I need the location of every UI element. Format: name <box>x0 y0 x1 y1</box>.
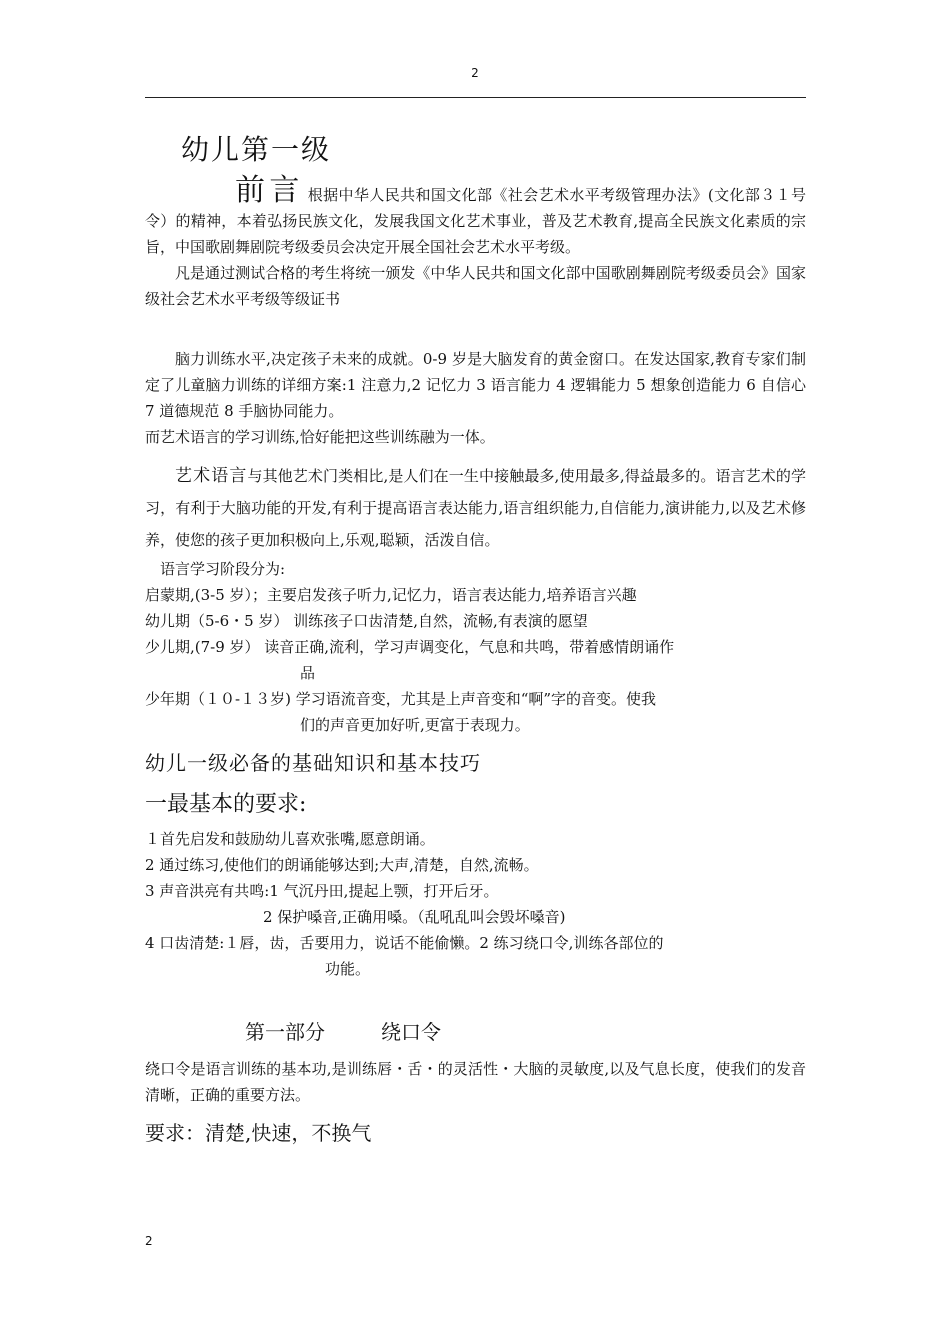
preface-paragraph-2: 凡是通过测试合格的考生将统一颁发《中华人民共和国文化部中国歌剧舞剧院考级委员会》国家级社会艺术水平考级等级证书 <box>145 264 806 308</box>
requirement-item: 2 通过练习,使他们的朗诵能够达到;大声,清楚，自然,流畅。 <box>145 856 539 874</box>
brain-summary: 而艺术语言的学习训练,恰好能把这些训练融为一体。 <box>145 428 495 446</box>
header-divider <box>145 97 806 98</box>
requirement-subitem: 2 保护嗓音,正确用嗓。（乱吼乱叫会毁坏嗓音) <box>263 908 566 926</box>
requirement-item: 4 口齿清楚:１唇，齿，舌要用力，说话不能偷懒。2 练习绕口令,训练各部位的 <box>145 934 664 952</box>
preface-paragraph-1 <box>145 173 806 260</box>
footer-page-number: 2 <box>145 1234 153 1248</box>
preface-p1-first: 根据中华人民共和国文化部《社会艺术水平考级管理 <box>307 186 662 204</box>
requirement-item-continuation: 功能。 <box>325 960 371 978</box>
stage-item: 少儿期,(7-9 岁） 读音正确,流利，学习声调变化，气息和共鸣，带着感情朗诵作 <box>145 638 675 656</box>
requirement-item: １首先启发和鼓励幼儿喜欢张嘴,愿意朗诵。 <box>145 830 435 848</box>
preface-title: 前言 <box>235 173 304 208</box>
basics-title: 幼儿一级必备的基础知识和基本技巧 <box>145 751 481 775</box>
requirements-title: 一最基本的要求: <box>145 792 307 817</box>
requirement-item: 3 声音洪亮有共鸣:1 气沉丹田,提起上颚，打开后牙。 <box>145 882 499 900</box>
art-language-first: 与其他艺术门类相比,是人们在一生中接触最多,使用最多,得益 <box>247 467 655 485</box>
brain-paragraph: 脑力训练水平,决定孩子未来的成就。0-9 岁是大脑发育的黄金窗口。在发达国家,教育专家们制定了儿童脑力训练的详细方案:1 注意力,2 记忆力 3 语言能力 4 逻辑能力 5 想象创造能力 6 自信心 7 道德规范 8 手脑协同能力。 <box>145 350 806 420</box>
grade-title: 幼儿第一级 <box>181 133 332 166</box>
part-one-label: 第一部分 <box>245 1020 325 1044</box>
part-one-name: 绕口令 <box>381 1020 441 1044</box>
stage-item-continuation: 们的声音更加好听,更富于表现力。 <box>300 716 530 734</box>
preface-p1-rest: 办法》(文化部３１号令）的精神，本着弘扬民族文化，发展我国文化艺术事业，普及艺术教育,提高全民族文化素质的宗旨，中国歌剧舞剧院考级委员会决定开展全国社会艺术水平考级。 <box>145 186 806 256</box>
part-one-requirement: 要求：清楚,快速，不换气 <box>145 1121 372 1145</box>
art-language-rest: 最多的。语言艺术的学习，有利于大脑功能的开发,有利于提高语言表达能力,语言组织能力,自信能力,演讲能力,以及艺术修养，使您的孩子更加积极向上,乐观,聪颖，活泼自信。 <box>145 467 807 549</box>
stage-item: 幼儿期（5-6・5 岁） 训练孩子口齿清楚,自然，流畅,有表演的愿望 <box>145 612 588 630</box>
header-page-number: 2 <box>471 66 479 80</box>
stages-intro: 语言学习阶段分为: <box>160 560 286 578</box>
part-one-description: 绕口令是语言训练的基本功,是训练唇・舌・的灵活性・大脑的灵敏度,以及气息长度，使我们的发音清晰，正确的重要方法。 <box>145 1060 806 1104</box>
stage-item: 启蒙期,(3-5 岁）；主要启发孩子听力,记忆力，语言表达能力,培养语言兴趣 <box>145 586 637 604</box>
art-language-paragraph <box>145 460 806 556</box>
stage-item: 少年期（１０-１３岁) 学习语流音变，尤其是上声音变和“啊”字的音变。使我 <box>145 690 657 708</box>
document-body <box>145 128 806 1148</box>
requirements-list <box>145 826 806 982</box>
part-one-heading <box>245 1016 806 1048</box>
art-language-title: 艺术语言 <box>175 466 248 486</box>
stage-item-continuation: 品 <box>300 664 316 682</box>
